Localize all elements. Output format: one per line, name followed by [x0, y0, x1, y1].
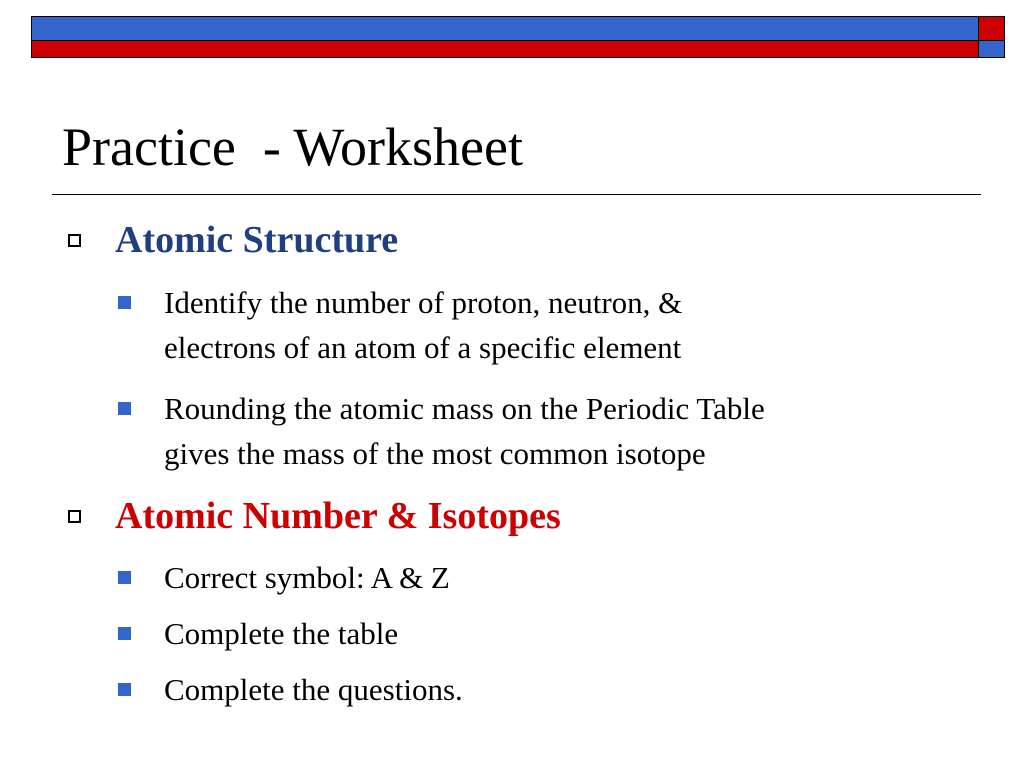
list-item	[118, 555, 948, 600]
hollow-square-bullet-icon	[68, 234, 81, 247]
filled-square-bullet-icon	[118, 571, 131, 584]
header-red-stripe	[32, 41, 978, 57]
title-underline	[52, 194, 981, 195]
header-blue-stripe	[32, 17, 978, 41]
list-item-text: Complete the table	[164, 616, 399, 651]
slide-title: Practice - Worksheet	[62, 117, 523, 177]
filled-square-bullet-icon	[118, 683, 131, 696]
header-red-square	[978, 17, 1004, 41]
hollow-square-bullet-icon	[68, 510, 81, 523]
list-item	[118, 386, 948, 476]
section-heading-label: Atomic Structure	[115, 219, 399, 261]
filled-square-bullet-icon	[118, 627, 131, 640]
header-blue-square	[978, 41, 1004, 57]
filled-square-bullet-icon	[118, 402, 131, 415]
list-item-text: Identify the number of proton, neutron, & electrons of an atom of a specific element	[164, 285, 683, 365]
list-item	[118, 280, 948, 370]
list-item-text: Correct symbol: A & Z	[164, 560, 450, 595]
list-item	[118, 667, 948, 712]
decorative-header-bar	[31, 16, 1005, 58]
filled-square-bullet-icon	[118, 296, 131, 309]
section-heading-label: Atomic Number & Isotopes	[115, 495, 561, 537]
list-item-text: Complete the questions.	[164, 672, 463, 707]
list-item-text: Rounding the atomic mass on the Periodic Table gives the mass of the most common isotope	[164, 391, 765, 471]
list-item	[118, 611, 948, 656]
